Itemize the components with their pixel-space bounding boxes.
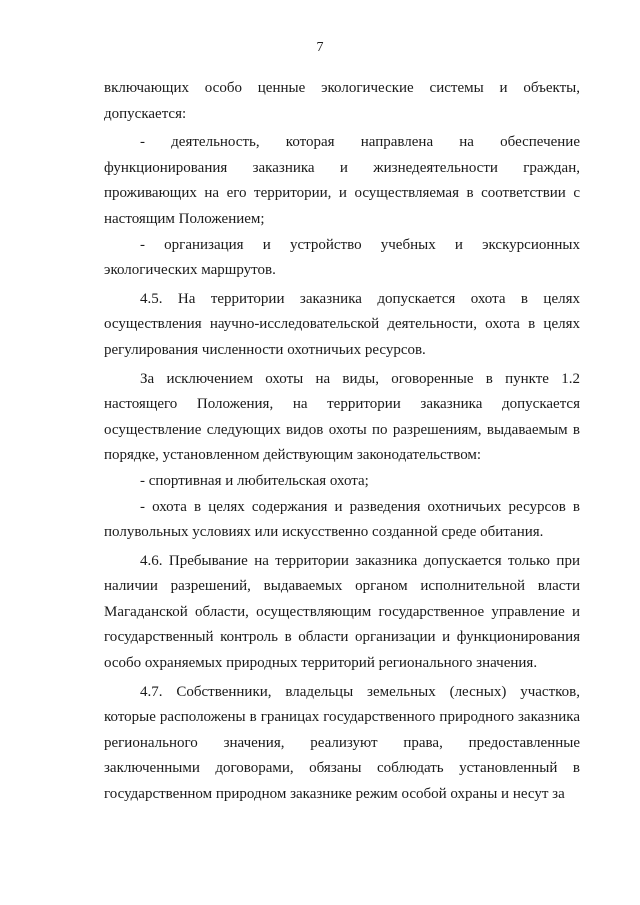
paragraph-list-item-routes: - организация и устройство учебных и экскурсионных экологических маршрутов. xyxy=(104,236,580,279)
document-body xyxy=(104,76,580,808)
paragraph-list-item-breeding: - охота в целях содержания и разведения охотничьих ресурсов в полувольных условиях или искусственно созданной среде обитания. xyxy=(104,498,580,541)
page-number: 7 xyxy=(316,40,324,55)
paragraph-continuation: включающих особо ценные экологические системы и объекты, допускается: xyxy=(104,80,580,122)
paragraph-4-6: 4.6. Пребывание на территории заказника допускается только при наличии разрешений, выдаваемых органом исполнительной власти Магаданской области, осуществляющим государственное управление и государственный контроль в области организации и функционирования особо охраняемых природных территорий регионального значения. xyxy=(104,552,580,672)
paragraph-list-item-sport-hunting: - спортивная и любительская охота; xyxy=(140,472,369,489)
paragraph-4-5: 4.5. На территории заказника допускается охота в целях осуществления научно-исследовательской деятельности, охота в целях регулирования численности охотничьих ресурсов. xyxy=(104,290,580,358)
paragraph-list-item-activity: - деятельность, которая направлена на обеспечение функционирования заказника и жизнедеятельности граждан, проживающих на его территории, и осуществляемая в соответствии с настоящим Положением; xyxy=(104,134,580,227)
paragraph-4-7: 4.7. Собственники, владельцы земельных (лесных) участков, которые расположены в границах государственного природного заказника регионального значения, реализуют права, предоставленные заключенными договорами, обязаны соблюдать установленный в государственном природном заказнике режим особой охраны и несут за xyxy=(104,683,580,803)
paragraph-hunting-exceptions: За исключением охоты на виды, оговоренные в пункте 1.2 настоящего Положения, на территории заказника допускается осуществление следующих видов охоты по разрешениям, выдаваемым в порядке, установленном действующим законодательством: xyxy=(104,370,580,464)
